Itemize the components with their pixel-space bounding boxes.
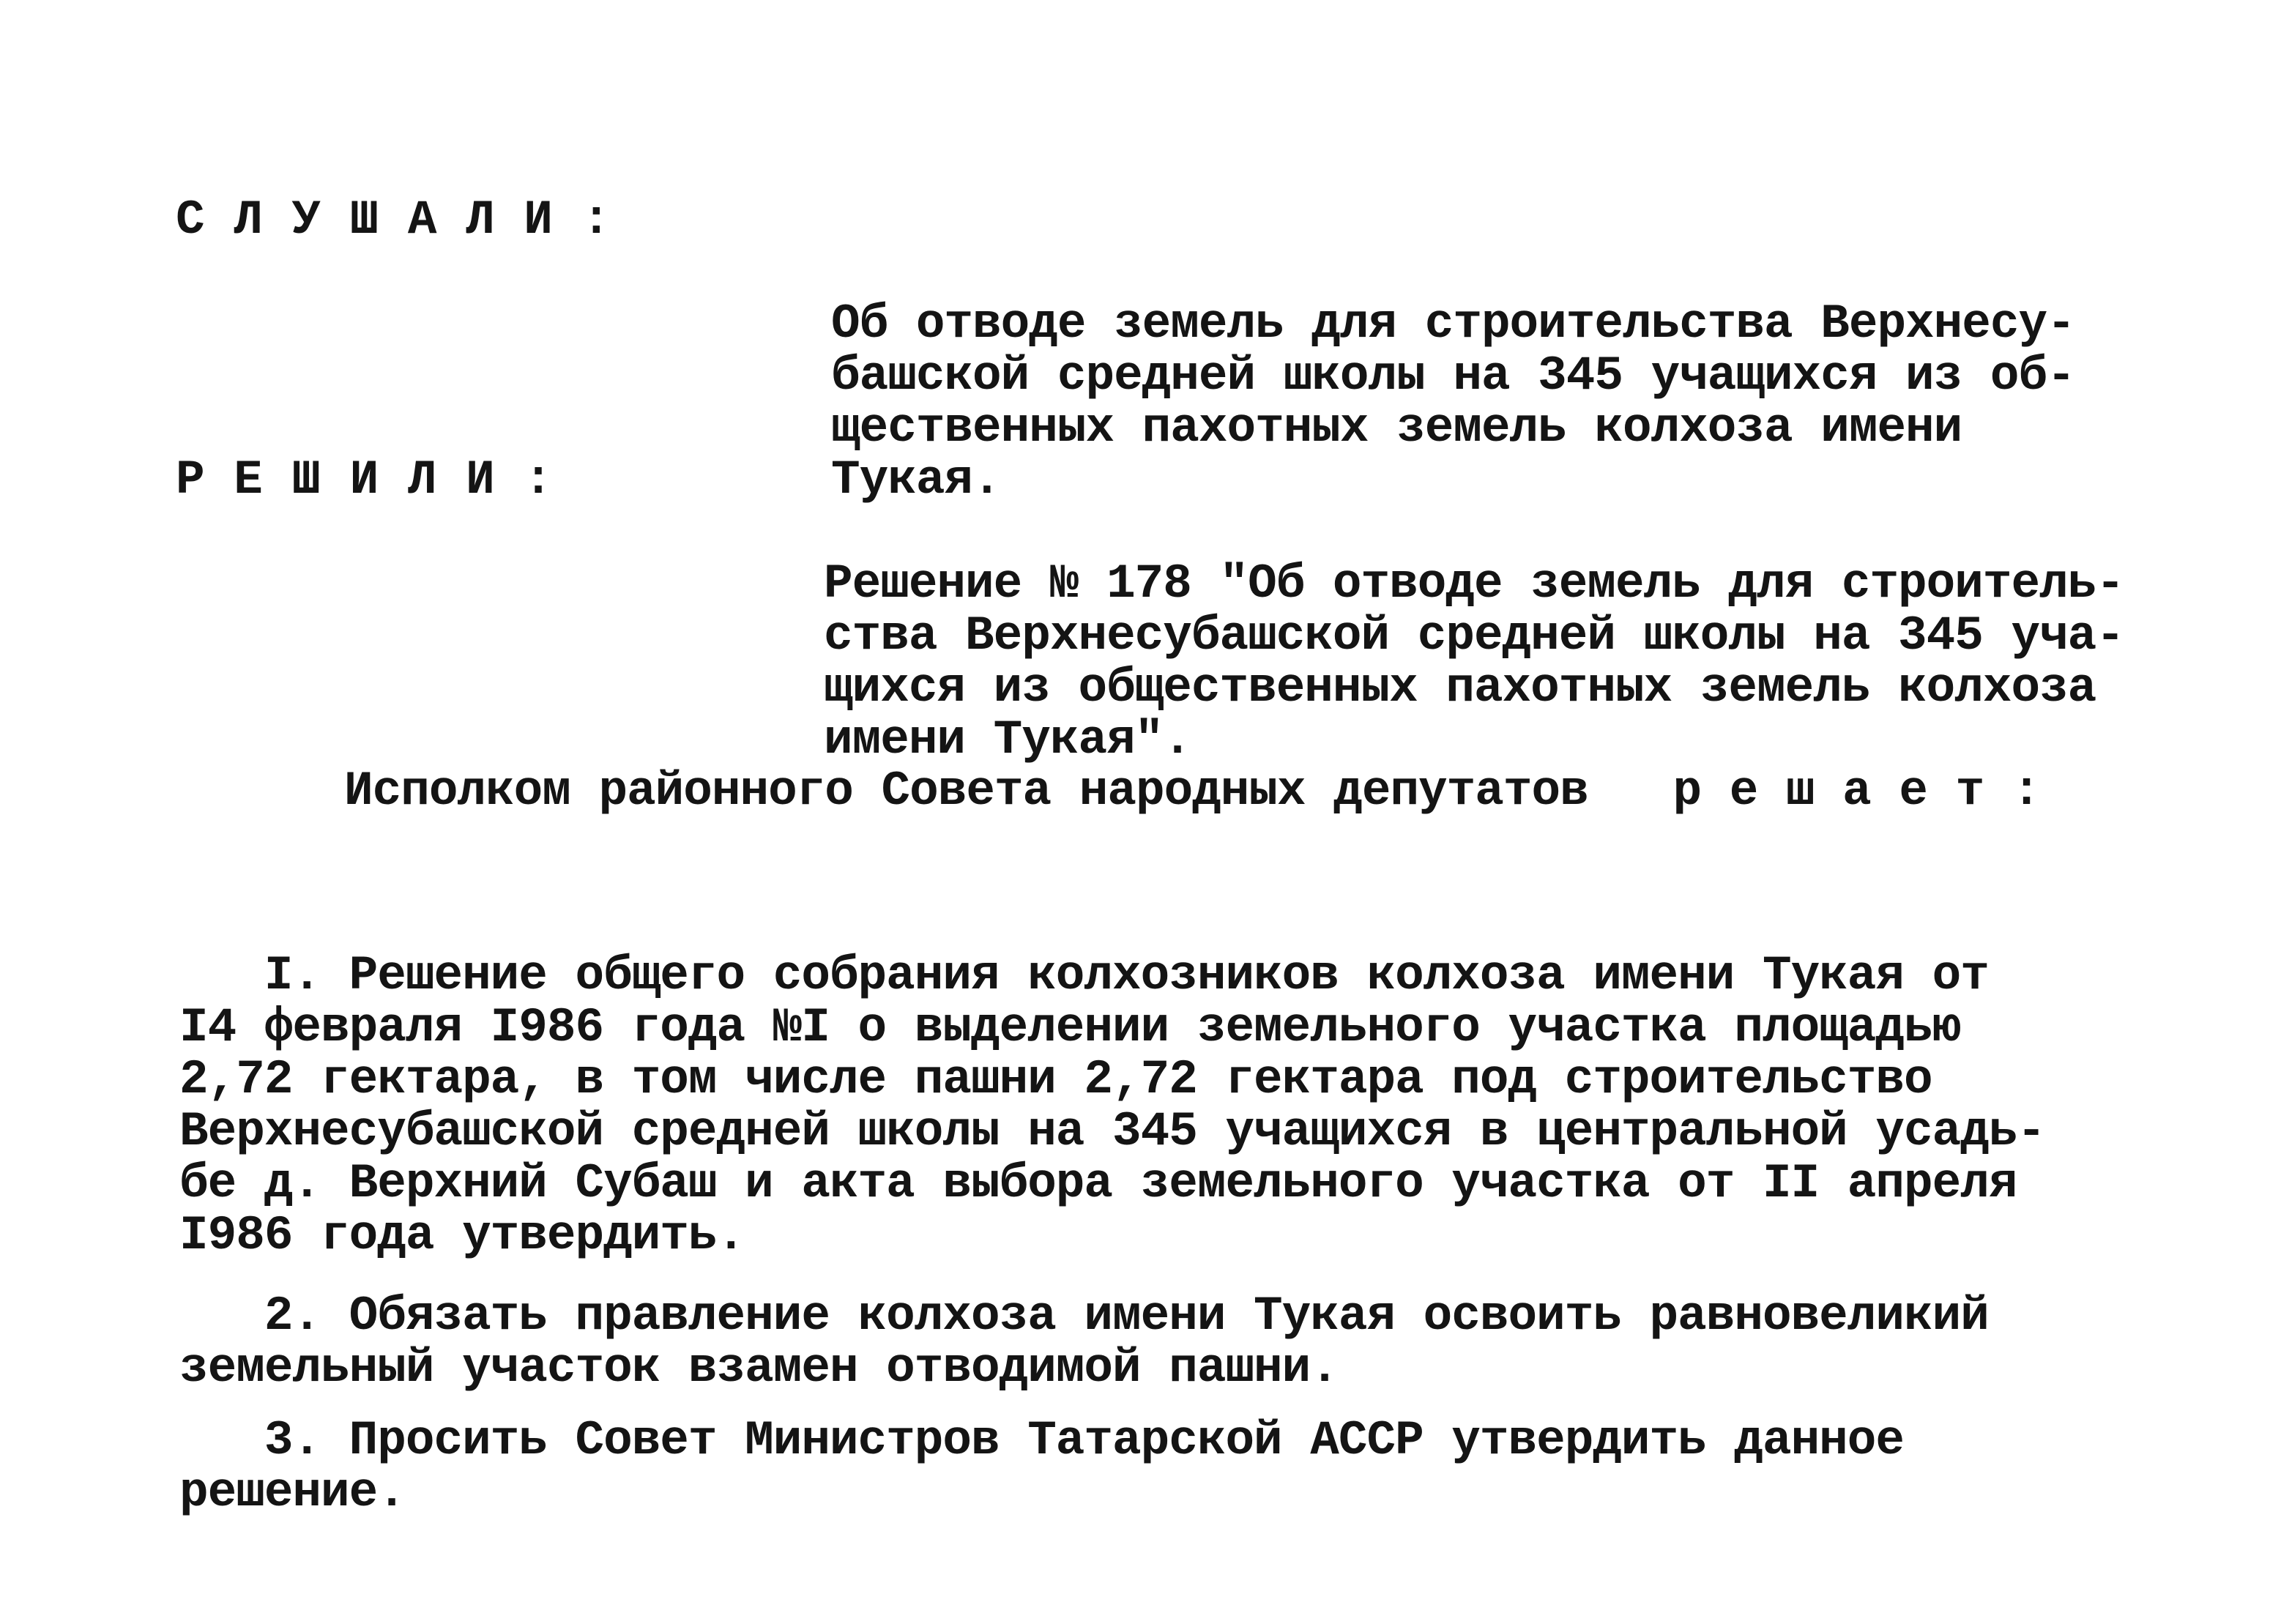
text-line: Решение № 178 "Об отводе земель для строитель- [824,556,2124,611]
text-line: щихся из общественных пахотных земель колхоза [824,660,2096,715]
text-line: башской средней школы на 345 учащихся из об- [831,349,2075,403]
slushali-heading: С Л У Ш А Л И : [176,193,611,247]
text-line: Верхнесубашской средней школы на 345 учащихся в центральной усадь- [179,1104,2046,1159]
text-line: I986 года утвердить. [179,1208,745,1263]
text-line: 3. Просить Совет Министров Татарской АССР утвердить данное [179,1413,1904,1468]
decision-point-3 [179,1311,1904,1623]
point-3-body [179,1311,1904,1623]
text-line: бе д. Верхний Субаш и акта выбора земельного участка от II апреля [179,1156,2017,1211]
text-line: I4 февраля I986 года №I о выделении земельного участка площадью [179,1000,1961,1055]
reshili-label [176,454,553,506]
preamble-text: Исполком районного Совета народных депутатов р е ш а е т : [344,764,2041,819]
text-line: земельный участок взамен отводимой пашни. [179,1341,1339,1396]
text-line: Тукая. [831,452,1001,507]
text-line: ства Верхнесубашской средней школы на 345 уча- [824,608,2124,663]
text-line: Об отводе земель для строительства Верхнесу- [831,297,2075,351]
slushali-label [176,194,611,246]
preamble [344,765,2040,817]
text-line: щественных пахотных земель колхоза имени [831,401,1962,455]
reshili-heading: Р Е Ш И Л И : [176,452,553,507]
text-line: 2. Обязать правление колхоза имени Тукая освоить равновеликий [179,1289,1989,1344]
text-line: решение. [179,1465,406,1520]
text-line: 2,72 гектара, в том числе пашни 2,72 гектара под строительство [179,1052,1932,1107]
text-line: имени Тукая". [824,712,1191,767]
text-line: I. Решение общего собрания колхозников колхоза имени Тукая от [179,948,1989,1003]
